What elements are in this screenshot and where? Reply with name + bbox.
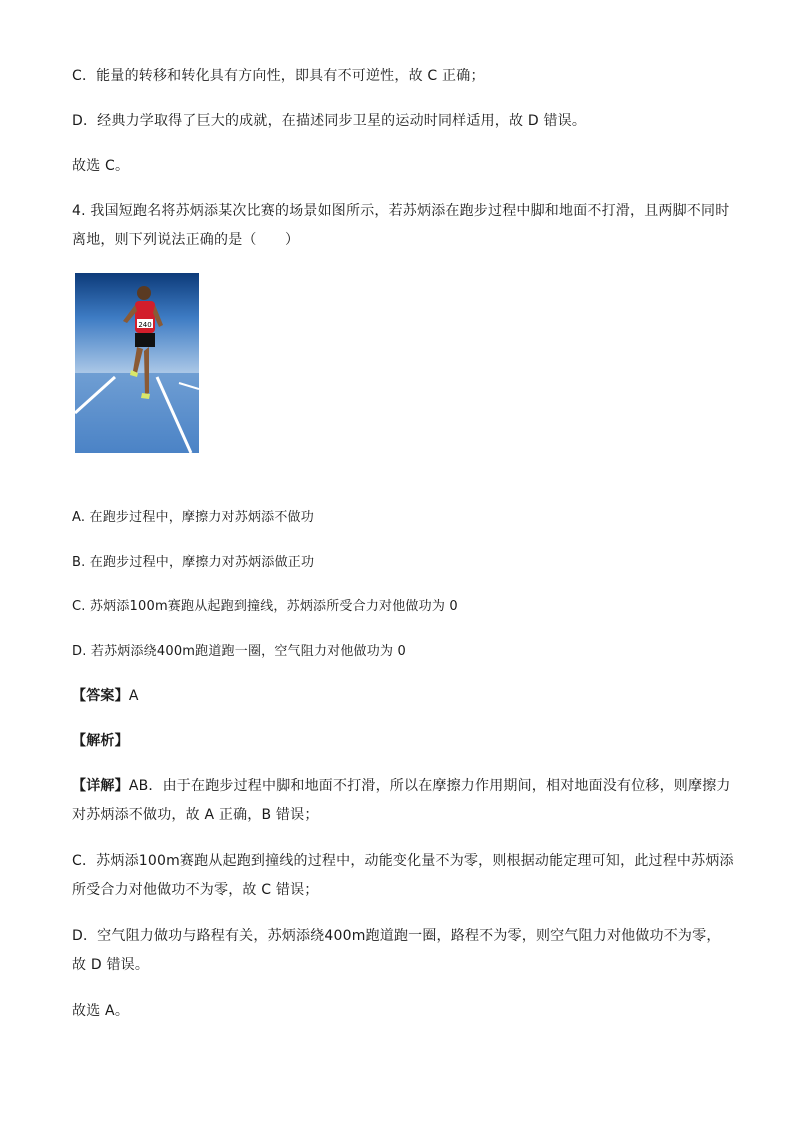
detail-ab-line-2: 对苏炳添不做功，故 A 正确，B 错误； [72, 807, 319, 823]
analysis-row [72, 731, 129, 751]
detail-label: 【详解】 [72, 778, 129, 794]
detail-d-line-2: 故 D 错误。 [72, 957, 150, 973]
option-b: B. 在跑步过程中，摩擦力对苏炳添做正功 [72, 555, 315, 570]
detail-ab-line-1 [72, 776, 731, 796]
prev-option-c-text: C．能量的转移和转化具有方向性，即具有不可逆性，故 C 正确； [72, 68, 485, 84]
detail-d-line-1: D．空气阻力做功与路程有关，苏炳添绕400m跑道跑一圈，路程不为零，则空气阻力对他做功不为零， [72, 928, 721, 944]
prev-option-d-text: D．经典力学取得了巨大的成就，在描述同步卫星的运动时同样适用，故 D 错误。 [72, 113, 587, 129]
answer-label: 【答案】 [72, 688, 129, 704]
answer-row [72, 686, 139, 706]
detail-choice: 故选 A。 [72, 1003, 130, 1019]
option-c: C. 苏炳添100m赛跑从起跑到撞线，苏炳添所受合力对他做功为 0 [72, 599, 458, 614]
detail-ab-text-1: AB．由于在跑步过程中脚和地面不打滑，所以在摩擦力作用期间，相对地面没有位移，则摩擦力 [128, 778, 731, 794]
analysis-label: 【解析】 [72, 733, 129, 749]
question-stem-line-1: 4. 我国短跑名将苏炳添某次比赛的场景如图所示，若苏炳添在跑步过程中脚和地面不打滑，且两脚不同时 [72, 203, 730, 219]
detail-c-line-1: C．苏炳添100m赛跑从起跑到撞线的过程中，动能变化量不为零，则根据动能定理可知，此过程中苏炳添 [72, 853, 734, 869]
option-d: D. 若苏炳添绕400m跑道跑一圈，空气阻力对他做功为 0 [72, 644, 406, 659]
detail-c-line-2: 所受合力对他做功不为零，故 C 错误； [72, 882, 319, 898]
option-a: A. 在跑步过程中，摩擦力对苏炳添不做功 [72, 510, 314, 525]
prev-choice-text: 故选 C。 [72, 158, 130, 174]
answer-value: A [128, 688, 139, 704]
sprinter-photo [75, 273, 199, 453]
question-stem-line-2: 离地，则下列说法正确的是（ ） [72, 232, 300, 248]
bib-number: 240 [138, 321, 152, 329]
